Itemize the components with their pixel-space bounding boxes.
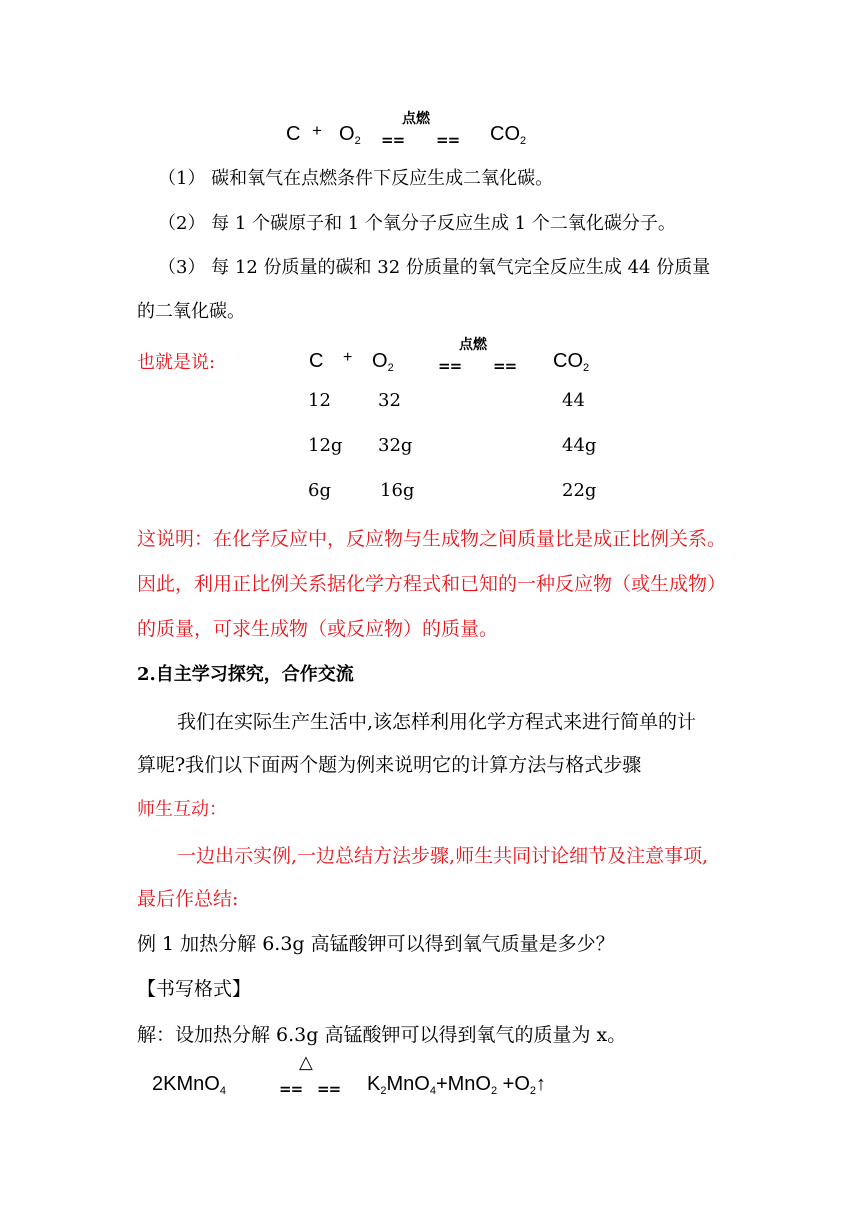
explanation-line-2: 因此，利用正比例关系据化学方程式和已知的一种反应物（或生成物）	[137, 573, 727, 595]
eq3-reactant: 2KMnO$_4$	[152, 1073, 226, 1097]
interaction-line-2: 最后作总结:	[137, 888, 239, 910]
eq3-sign-right: ==	[317, 1080, 341, 1098]
mass-row-1-c: 12	[308, 390, 331, 411]
meaning-2: （2） 每 1 个碳原子和 1 个氧分子反应生成 1 个二氧化碳分子。	[158, 213, 676, 234]
solution-line: 解：设加热分解 6.3g 高锰酸钾可以得到氧气的质量为 x。	[137, 1024, 627, 1046]
gas-arrow-icon: ↑	[536, 1073, 547, 1095]
eq1-oxygen: $O_2$	[339, 123, 361, 147]
interaction-line-1: 一边出示实例,一边总结方法步骤,师生共同讨论细节及注意事项,	[177, 845, 709, 867]
eq1-sign-left: ==	[381, 131, 405, 149]
explanation-line-3: 的质量，可求生成物（或反应物）的质量。	[137, 618, 499, 640]
eq3-sign-left: ==	[279, 1080, 303, 1098]
eq-also-sign-right: ==	[493, 357, 517, 375]
eq1-condition: 点燃	[402, 111, 430, 127]
mass-row-3-co2: 22g	[562, 480, 597, 501]
intro-line-1: 我们在实际生产生活中,该怎样利用化学方程式来进行简单的计	[177, 711, 697, 733]
eq3-products: $K_2MnO_4+MnO_2$ $+O_2↑$	[367, 1073, 547, 1097]
eq-also-condition: 点燃	[459, 337, 487, 353]
mass-row-2-o2: 32g	[378, 435, 413, 456]
heat-triangle-icon: △	[299, 1052, 313, 1073]
eq1-plus: +	[312, 121, 322, 140]
format-label: 【书写格式】	[137, 978, 252, 1000]
mass-row-2-c: 12g	[308, 435, 343, 456]
meaning-3-cont: 的二氧化碳。	[137, 301, 245, 322]
also-label: 也就是说:	[137, 352, 216, 373]
eq1-product: $CO_2$	[490, 123, 527, 147]
eq-also-plus: +	[343, 349, 353, 366]
eq-also-product: $CO_2$	[553, 350, 590, 374]
mass-row-1-co2: 44	[562, 390, 585, 411]
mass-row-3-o2: 16g	[380, 480, 415, 501]
section-heading: 2.自主学习探究，合作交流	[137, 664, 354, 685]
example-1: 例 1 加热分解 6.3g 高锰酸钾可以得到氧气质量是多少？	[137, 933, 615, 955]
meaning-3: （3） 每 12 份质量的碳和 32 份质量的氧气完全反应生成 44 份质量	[158, 257, 711, 278]
eq-also-sign-left: ==	[438, 357, 462, 375]
meaning-1: （1） 碳和氧气在点燃条件下反应生成二氧化碳。	[158, 168, 554, 189]
eq1-sign-right: ==	[436, 131, 460, 149]
mass-row-2-co2: 44g	[562, 435, 597, 456]
eq1-carbon: C	[286, 123, 301, 145]
eq-also-oxygen: $O_2$	[372, 350, 394, 374]
explanation-line-1: 这说明：在化学反应中，反应物与生成物之间质量比是成正比例关系。	[137, 528, 727, 550]
mass-row-3-c: 6g	[308, 480, 331, 501]
interaction-label: 师生互动：	[137, 799, 227, 820]
intro-line-2: 算呢?我们以下面两个题为例来说明它的计算方法与格式步骤	[137, 754, 642, 776]
eq-also-carbon: C	[309, 350, 324, 372]
mass-row-1-o2: 32	[378, 390, 401, 411]
